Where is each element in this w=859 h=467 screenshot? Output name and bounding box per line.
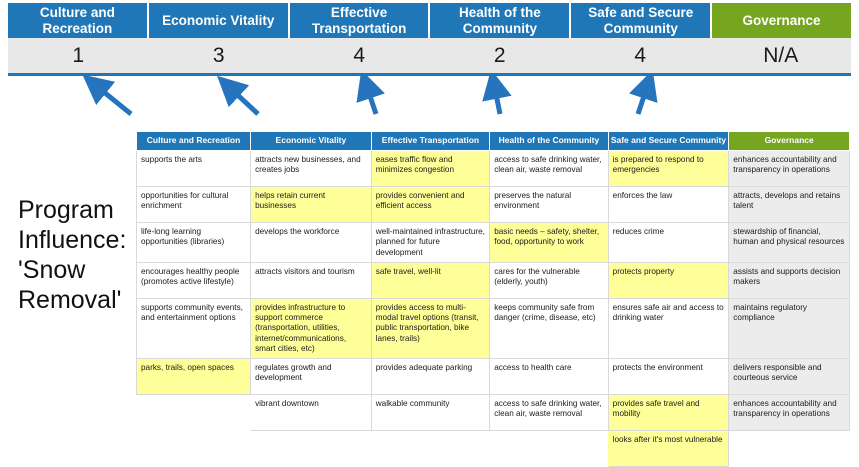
objective-header-1: Economic Vitality [149, 3, 290, 38]
matrix-column-header-3: Health of the Community [490, 132, 608, 151]
matrix-cell-5-0: parks, trails, open spaces [137, 359, 251, 395]
matrix-cell-7-5 [729, 431, 850, 467]
score-value-5: N/A [763, 43, 799, 67]
matrix-cell-4-0: supports community events, and entertainment options [137, 298, 251, 358]
objective-header-5: Governance [712, 3, 851, 38]
matrix-column-header-2: Effective Transportation [371, 132, 489, 151]
objective-header-4: Safe and Secure Community [571, 3, 712, 38]
matrix-cell-4-4: ensures safe air and access to drinking water [608, 298, 729, 358]
matrix-cell-1-2: provides convenient and efficient access [371, 187, 489, 223]
objective-header-0: Culture and Recreation [8, 3, 149, 38]
table-row [137, 151, 850, 187]
matrix-cell-5-4: protects the environment [608, 359, 729, 395]
matrix-cell-2-1: develops the workforce [251, 223, 372, 263]
matrix-cell-5-3: access to health care [490, 359, 608, 395]
program-influence-caption: Program Influence: 'Snow Removal' [18, 196, 127, 314]
matrix-cell-3-3: cares for the vulnerable (elderly, youth) [490, 262, 608, 298]
matrix-cell-4-2: provides access to multi-modal travel options (transit, public transportation, bike lanes, trails) [371, 298, 489, 358]
matrix-cell-1-4: enforces the law [608, 187, 729, 223]
matrix-cell-7-1 [251, 431, 372, 467]
matrix-cell-1-3: preserves the natural environment [490, 187, 608, 223]
score-value-2: 4 [353, 43, 366, 67]
objective-header-2: Effective Transportation [290, 3, 431, 38]
matrix-cell-6-0 [137, 395, 251, 431]
matrix-cell-6-2: walkable community [371, 395, 489, 431]
matrix-cell-7-2 [371, 431, 489, 467]
arrow-4 [494, 84, 500, 114]
matrix-cell-1-5: attracts, develops and retains talent [729, 187, 850, 223]
matrix-cell-6-3: access to safe drinking water, clean air, waste removal [490, 395, 608, 431]
matrix-cell-3-0: encourages healthy people (promotes active lifestyle) [137, 262, 251, 298]
matrix-cell-5-5: delivers responsible and courteous service [729, 359, 850, 395]
table-row [137, 395, 850, 431]
matrix-column-header-4: Safe and Secure Community [608, 132, 729, 151]
matrix-cell-3-1: attracts visitors and tourism [251, 262, 372, 298]
arrow-2 [228, 86, 258, 114]
matrix-cell-4-3: keeps community safe from danger (crime, disease, etc) [490, 298, 608, 358]
matrix-cell-5-2: provides adequate parking [371, 359, 489, 395]
matrix-cell-1-0: opportunities for cultural enrichment [137, 187, 251, 223]
objective-header-band [8, 3, 851, 38]
arrow-5 [638, 84, 648, 114]
matrix-cell-2-3: basic needs – safety, shelter, food, opportunity to work [490, 223, 608, 263]
table-row [137, 431, 850, 467]
score-value-0: 1 [72, 43, 85, 67]
table-row [137, 262, 850, 298]
matrix-cell-3-2: safe travel, well-lit [371, 262, 489, 298]
score-value-3: 2 [493, 43, 506, 67]
arrow-1 [94, 84, 131, 114]
influence-arrows [0, 76, 859, 132]
matrix-cell-0-2: eases traffic flow and minimizes congestion [371, 151, 489, 187]
matrix-cell-1-1: helps retain current businesses [251, 187, 372, 223]
objective-header-3: Health of the Community [430, 3, 571, 38]
matrix-column-header-5: Governance [729, 132, 850, 151]
arrow-3 [366, 84, 376, 114]
matrix-cell-0-0: supports the arts [137, 151, 251, 187]
matrix-cell-0-1: attracts new businesses, and creates jobs [251, 151, 372, 187]
score-value-4: 4 [634, 43, 647, 67]
matrix-cell-6-1: vibrant downtown [251, 395, 372, 431]
matrix-cell-2-5: stewardship of financial, human and physical resources [729, 223, 850, 263]
matrix-cell-4-5: maintains regulatory compliance [729, 298, 850, 358]
matrix-cell-0-4: is prepared to respond to emergencies [608, 151, 729, 187]
matrix-cell-0-3: access to safe drinking water, clean air, waste removal [490, 151, 608, 187]
table-row [137, 298, 850, 358]
matrix-cell-2-4: reduces crime [608, 223, 729, 263]
matrix-cell-6-5: enhances accountability and transparency in operations [729, 395, 850, 431]
objectives-matrix [136, 131, 850, 467]
matrix-cell-7-4: looks after it's most vulnerable [608, 431, 729, 467]
matrix-body [137, 151, 850, 467]
score-value-1: 3 [212, 43, 225, 67]
matrix-cell-7-3 [490, 431, 608, 467]
matrix-cell-3-5: assists and supports decision makers [729, 262, 850, 298]
matrix-cell-3-4: protects property [608, 262, 729, 298]
matrix-cell-5-1: regulates growth and development [251, 359, 372, 395]
matrix-cell-4-1: provides infrastructure to support commerce (transportation, utilities, internet/communications, smart cities, etc) [251, 298, 372, 358]
matrix-cell-7-0 [137, 431, 251, 467]
matrix-cell-0-5: enhances accountability and transparency in operations [729, 151, 850, 187]
table-row [137, 359, 850, 395]
matrix-column-header-0: Culture and Recreation [137, 132, 251, 151]
matrix-header-row [137, 132, 850, 151]
matrix-cell-2-2: well-maintained infrastructure, planned for future development [371, 223, 489, 263]
matrix-cell-6-4: provides safe travel and mobility [608, 395, 729, 431]
matrix-cell-2-0: life-long learning opportunities (libraries) [137, 223, 251, 263]
table-row [137, 223, 850, 263]
score-band [8, 38, 851, 76]
table-row [137, 187, 850, 223]
matrix-column-header-1: Economic Vitality [251, 132, 372, 151]
